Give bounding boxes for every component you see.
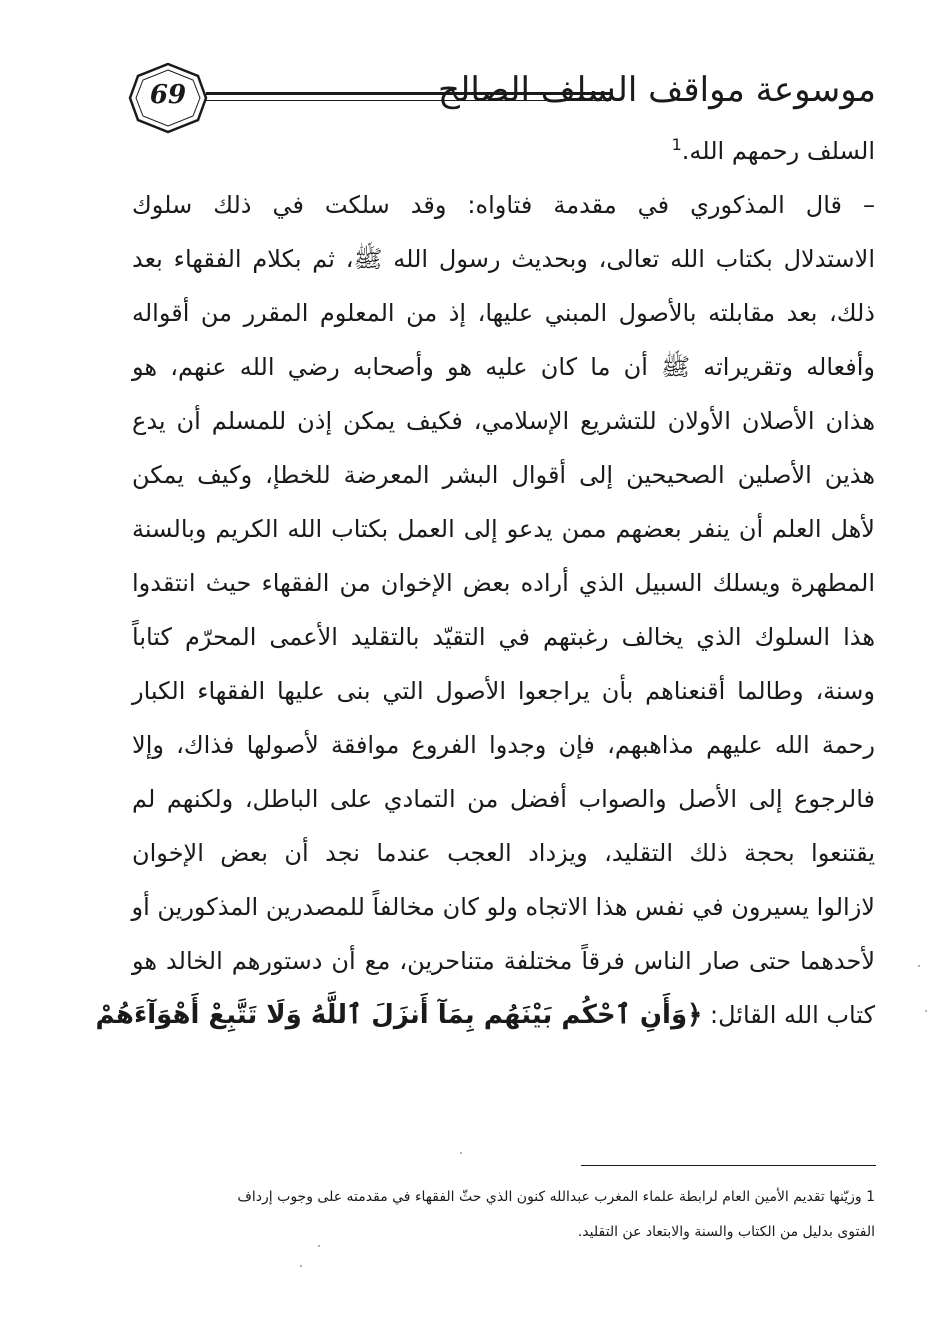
text-line: رحمة الله عليهم مذاهبهم، فإن وجدوا الفروع موافقة لأصولها فذاك، وإلا xyxy=(132,731,875,759)
scan-speck xyxy=(300,1265,302,1267)
text-line: لأهل العلم أن ينفر بعضهم ممن يدعو إلى العمل بكتاب الله الكريم وبالسنة xyxy=(132,515,875,543)
text-line: الاستدلال بكتاب الله تعالى، وبحديث رسول الله ﷺ، ثم بكلام الفقهاء بعد xyxy=(132,245,875,273)
scan-speck xyxy=(460,1152,462,1154)
quran-intro: كتاب الله القائل: xyxy=(710,1001,875,1029)
text-line: المطهرة ويسلك السبيل الذي أراده بعض الإخوان من الفقهاء حيث انتقدوا xyxy=(132,569,875,597)
text-line: هذان الأصلان الأولان للتشريع الإسلامي، فكيف يمكن إذن للمسلم أن يدع xyxy=(132,407,875,435)
text-line: – قال المذكوري في مقدمة فتاواه: وقد سلكت في ذلك سلوك xyxy=(132,191,875,219)
text-line-quran xyxy=(95,988,875,1042)
text-line xyxy=(132,124,875,178)
text-line: وسنة، وطالما أقنعناهم بأن يراجعوا الأصول التي بنى عليها الفقهاء الكبار xyxy=(132,677,875,705)
text-line: هذين الأصلين الصحيحين إلى أقوال البشر المعرضة للخطإ، وكيف يمكن xyxy=(132,461,875,489)
page-number: 69 xyxy=(149,80,187,110)
scan-speck xyxy=(318,1245,320,1247)
footnote-line: 1 وزيّنها تقديم الأمين العام لرابطة علماء المغرب عبدالله كنون الذي حثّ الفقهاء في مقدمته على وجوب إرداف xyxy=(237,1189,875,1205)
text-line: لازالوا يسيرون في نفس هذا الاتجاه ولو كان مخالفاً للمصدرين المذكورين أو xyxy=(131,893,875,921)
footnotes xyxy=(132,1180,875,1250)
text-line: لأحدهما حتى صار الناس فرقاً مختلفة متناحرين، مع أن دستورهم الخالد هو xyxy=(132,947,875,975)
text-line-content: السلف رحمهم الله. xyxy=(681,137,875,165)
footnote-line: الفتوى بدليل من الكتاب والسنة والابتعاد عن التقليد. xyxy=(577,1224,875,1240)
book-title: موسوعة مواقف السلف الصالح xyxy=(438,70,876,110)
quran-verse: ﴿وَأَنِ ٱحْكُم بَيْنَهُم بِمَآ أَنزَلَ ٱللَّهُ وَلَا تَتَّبِعْ أَهْوَآءَهُمْ xyxy=(95,1000,703,1030)
scan-speck xyxy=(925,1010,927,1012)
scan-speck xyxy=(918,965,920,967)
footnote-divider xyxy=(581,1165,876,1166)
main-text xyxy=(95,124,875,1042)
text-line: وأفعاله وتقريراته ﷺ أن ما كان عليه هو وأصحابه رضي الله عنهم، هو xyxy=(132,353,875,381)
text-line: فالرجوع إلى الأصل والصواب أفضل من التمادي على الباطل، ولكنهم لم xyxy=(132,785,875,813)
text-line: هذا السلوك الذي يخالف رغبتهم في التقيّد بالتقليد الأعمى المحرّم كتاباً xyxy=(132,623,875,651)
text-line: ذلك، بعد مقابلته بالأصول المبني عليها، إذ من المعلوم المقرر من أقواله xyxy=(132,299,875,327)
text-line: يقتنعوا بحجة ذلك التقليد، ويزداد العجب عندما نجد أن بعض الإخوان xyxy=(132,839,875,867)
footnote-marker: 1 xyxy=(671,135,682,154)
